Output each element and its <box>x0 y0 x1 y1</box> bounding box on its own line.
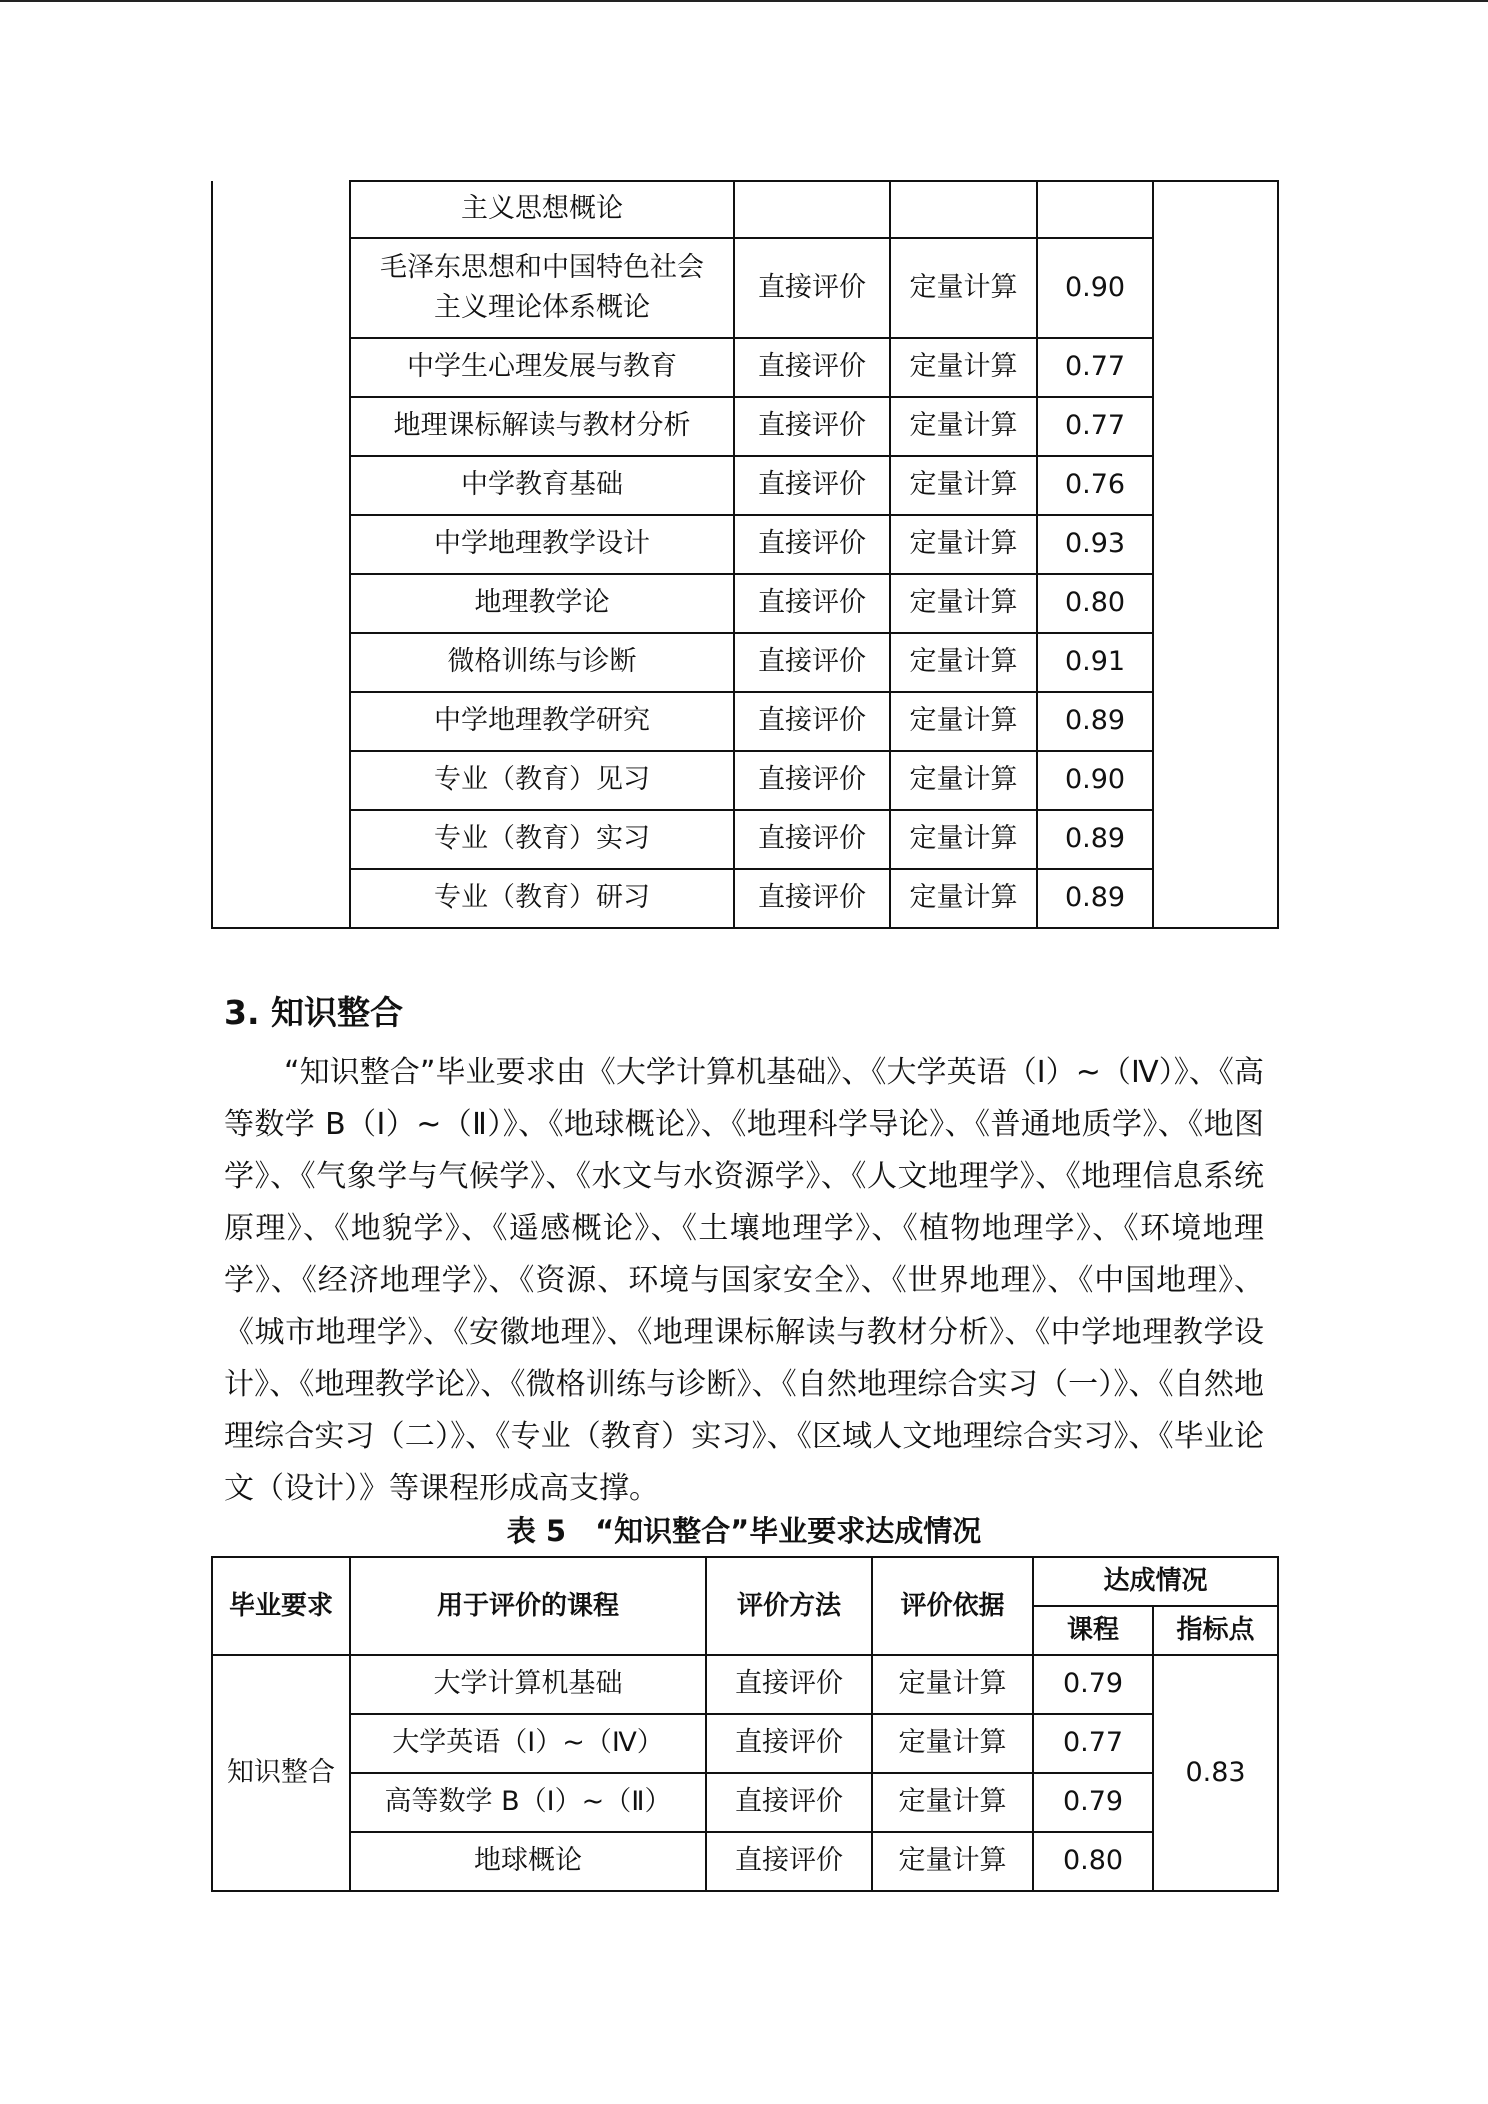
value-cell: 0.76 <box>1037 456 1153 515</box>
table-row <box>212 238 1278 338</box>
method-cell: 直接评价 <box>734 456 890 515</box>
table-row <box>212 515 1278 574</box>
method-cell: 直接评价 <box>734 515 890 574</box>
value-cell: 0.77 <box>1037 338 1153 397</box>
header-requirement: 毕业要求 <box>212 1557 350 1655</box>
method-cell: 直接评价 <box>734 338 890 397</box>
method-cell: 直接评价 <box>734 574 890 633</box>
course-cell: 微格训练与诊断 <box>350 633 734 692</box>
value-cell: 0.89 <box>1037 869 1153 928</box>
table-row <box>212 1655 1278 1714</box>
course-cell: 专业（教育）见习 <box>350 751 734 810</box>
basis-cell: 定量计算 <box>890 692 1037 751</box>
section-heading: 3. 知识整合 <box>224 993 403 1032</box>
basis-cell: 定量计算 <box>890 338 1037 397</box>
basis-cell: 定量计算 <box>890 456 1037 515</box>
indicator-cell <box>1153 181 1278 928</box>
table-row <box>212 692 1278 751</box>
requirement-cell <box>212 181 350 928</box>
requirement-cell: 知识整合 <box>212 1655 350 1891</box>
basis-cell: 定量计算 <box>872 1832 1033 1891</box>
course-cell: 地理教学论 <box>350 574 734 633</box>
basis-cell: 定量计算 <box>872 1655 1033 1714</box>
value-cell <box>1037 181 1153 238</box>
value-cell: 0.80 <box>1037 574 1153 633</box>
value-cell: 0.77 <box>1037 397 1153 456</box>
header-achievement: 达成情况 <box>1033 1557 1278 1606</box>
table-row <box>212 574 1278 633</box>
basis-cell: 定量计算 <box>890 633 1037 692</box>
value-cell: 0.90 <box>1037 238 1153 338</box>
table-row <box>212 338 1278 397</box>
basis-cell: 定量计算 <box>890 238 1037 338</box>
value-cell: 0.93 <box>1037 515 1153 574</box>
method-cell: 直接评价 <box>734 397 890 456</box>
value-cell: 0.79 <box>1033 1773 1153 1832</box>
table-row <box>212 456 1278 515</box>
header-course: 用于评价的课程 <box>350 1557 706 1655</box>
table-header-row <box>212 1557 1278 1606</box>
course-cell: 高等数学 B（Ⅰ）~（Ⅱ） <box>350 1773 706 1832</box>
value-cell: 0.89 <box>1037 692 1153 751</box>
course-cell: 专业（教育）研习 <box>350 869 734 928</box>
method-cell: 直接评价 <box>706 1714 872 1773</box>
method-cell: 直接评价 <box>734 633 890 692</box>
value-cell: 0.80 <box>1033 1832 1153 1891</box>
value-cell: 0.89 <box>1037 810 1153 869</box>
method-cell <box>734 181 890 238</box>
value-cell: 0.91 <box>1037 633 1153 692</box>
value-cell: 0.90 <box>1037 751 1153 810</box>
basis-cell: 定量计算 <box>872 1714 1033 1773</box>
basis-cell: 定量计算 <box>872 1773 1033 1832</box>
basis-cell: 定量计算 <box>890 515 1037 574</box>
table-row <box>212 633 1278 692</box>
course-cell: 中学地理教学研究 <box>350 692 734 751</box>
basis-cell: 定量计算 <box>890 810 1037 869</box>
course-cell: 地理课标解读与教材分析 <box>350 397 734 456</box>
table-row <box>212 869 1278 928</box>
header-indicator: 指标点 <box>1153 1606 1278 1655</box>
value-cell: 0.79 <box>1033 1655 1153 1714</box>
value-cell: 0.77 <box>1033 1714 1153 1773</box>
method-cell: 直接评价 <box>706 1773 872 1832</box>
page-top-border <box>0 0 1488 2</box>
method-cell: 直接评价 <box>706 1832 872 1891</box>
indicator-cell: 0.83 <box>1153 1655 1278 1891</box>
basis-cell: 定量计算 <box>890 751 1037 810</box>
method-cell: 直接评价 <box>734 751 890 810</box>
course-cell: 主义思想概论 <box>350 181 734 238</box>
achievement-table-continued <box>211 180 1279 929</box>
course-cell: 地球概论 <box>350 1832 706 1891</box>
method-cell: 直接评价 <box>734 810 890 869</box>
method-cell: 直接评价 <box>734 238 890 338</box>
section-paragraph: “知识整合”毕业要求由《大学计算机基础》、《大学英语（Ⅰ）~（Ⅳ）》、《高等数学 B（Ⅰ）~（Ⅱ）》、《地球概论》、《地理科学导论》、《普通地质学》、《地图学》、《气象学与气候学》、《水文与水资源学》、《人文地理学》、《地理信息系统原理》、《地貌学》、《遥感概论》、《土壤地理学》、《植物地理学》、《环境地理学》、《经济地理学》、《资源、环境与国家安全》、《世界地理》、《中国地理》、《城市地理学》、《安徽地理》、《地理课标解读与教材分析》、《中学地理教学设计》、《地理教学论》、《微格训练与诊断》、《自然地理综合实习（一）》、《自然地理综合实习（二）》、《专业（教育）实习》、《区域人文地理综合实习》、《毕业论文（设计）》等课程形成高支撑。 <box>224 1055 1264 1506</box>
method-cell: 直接评价 <box>734 692 890 751</box>
method-cell: 直接评价 <box>706 1655 872 1714</box>
course-cell: 中学教育基础 <box>350 456 734 515</box>
table-row <box>212 751 1278 810</box>
table-row <box>212 1832 1278 1891</box>
header-basis: 评价依据 <box>872 1557 1033 1655</box>
table-row <box>212 397 1278 456</box>
course-line: 毛泽东思想和中国特色社会 <box>380 251 704 283</box>
basis-cell: 定量计算 <box>890 574 1037 633</box>
course-cell: 大学英语（Ⅰ）~（Ⅳ） <box>350 1714 706 1773</box>
table-row <box>212 181 1278 238</box>
table-caption: 表 5 “知识整合”毕业要求达成情况 <box>506 1514 982 1548</box>
basis-cell: 定量计算 <box>890 869 1037 928</box>
header-course-value: 课程 <box>1033 1606 1153 1655</box>
basis-cell: 定量计算 <box>890 397 1037 456</box>
course-cell: 中学生心理发展与教育 <box>350 338 734 397</box>
table-row <box>212 810 1278 869</box>
course-cell: 中学地理教学设计 <box>350 515 734 574</box>
knowledge-integration-table <box>211 1556 1279 1892</box>
header-method: 评价方法 <box>706 1557 872 1655</box>
course-cell: 大学计算机基础 <box>350 1655 706 1714</box>
course-cell <box>350 238 734 338</box>
course-line: 主义理论体系概论 <box>434 292 650 323</box>
method-cell: 直接评价 <box>734 869 890 928</box>
table-row <box>212 1773 1278 1832</box>
basis-cell <box>890 181 1037 238</box>
course-cell: 专业（教育）实习 <box>350 810 734 869</box>
table-row <box>212 1714 1278 1773</box>
